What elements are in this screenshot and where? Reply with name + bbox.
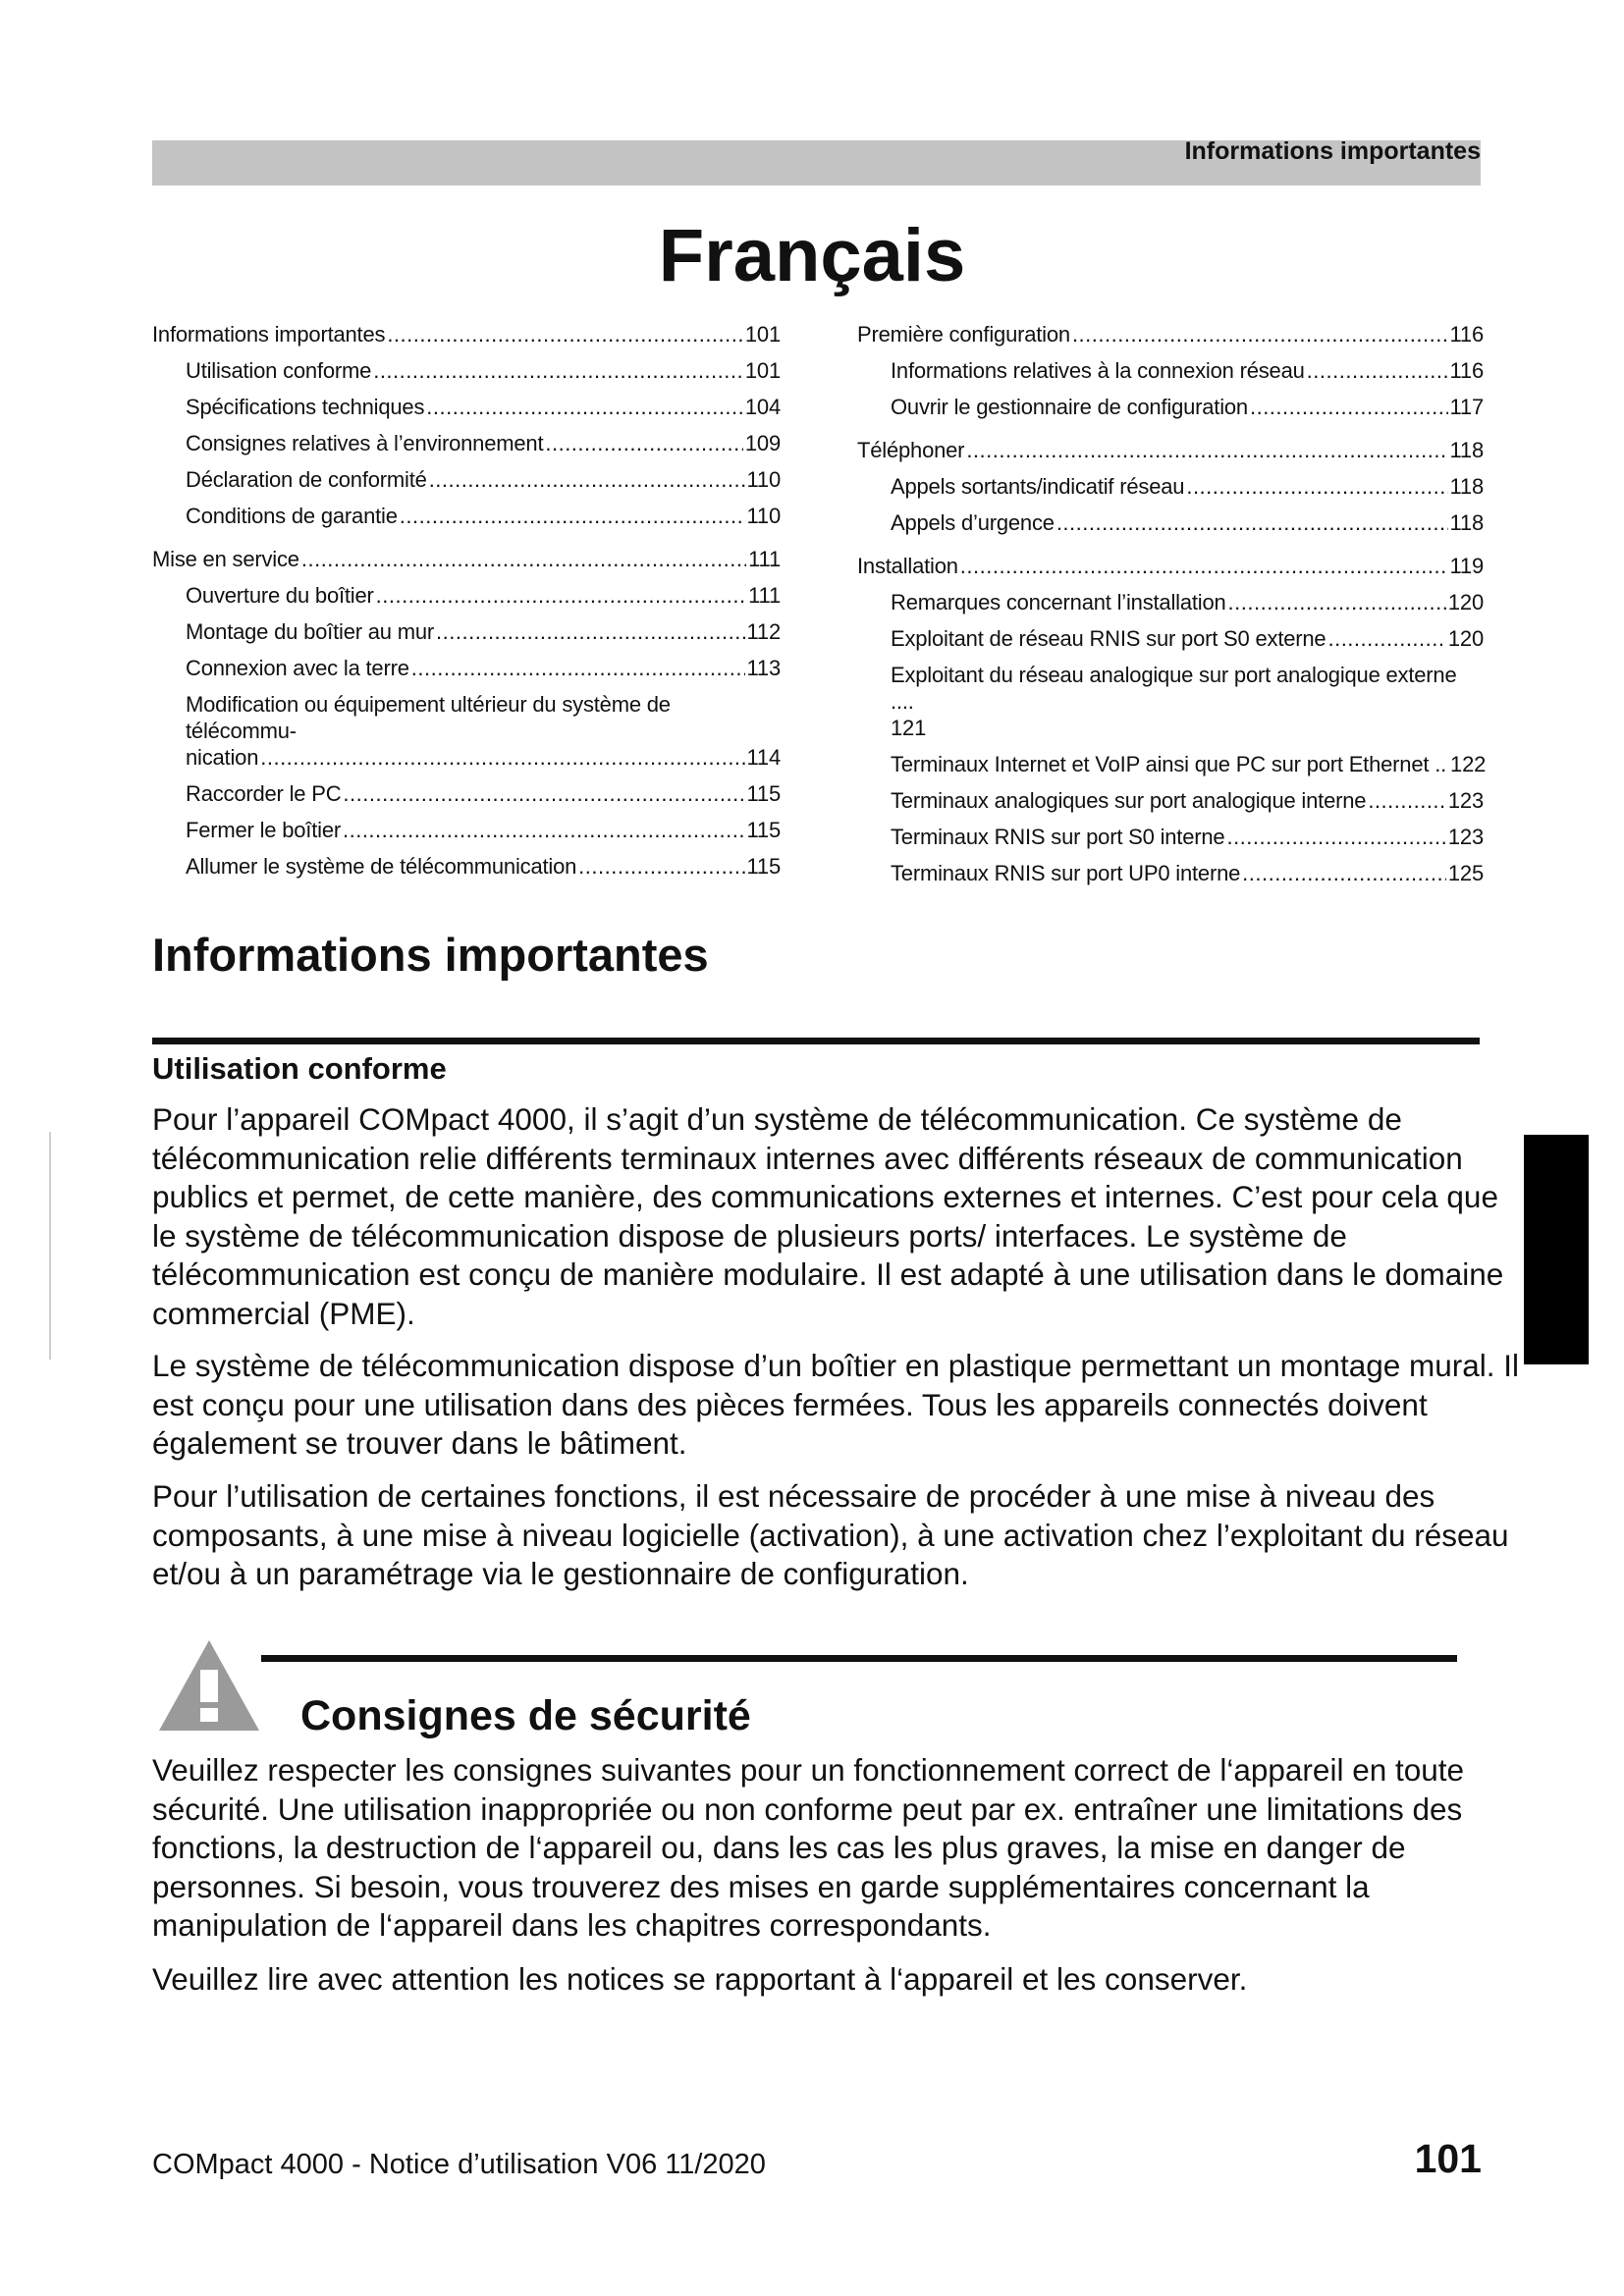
- toc-entry-title: Appels sortants/indicatif réseau: [891, 474, 1185, 499]
- toc-leader-dots: [578, 848, 744, 884]
- toc-entry-page: 109: [744, 431, 781, 455]
- toc-entry-wrapped: [152, 686, 781, 775]
- toc-subentry: [857, 746, 1487, 782]
- toc-leader-dots: [1072, 316, 1448, 352]
- toc-entry-page: 112: [746, 619, 781, 644]
- toc-entry-title: Terminaux Internet et VoIP ainsi que PC sur port Ethernet ..: [891, 752, 1447, 776]
- toc-entry-page: 117: [1449, 395, 1484, 419]
- toc-subentry: [152, 650, 781, 686]
- toc-entry-title: Terminaux RNIS sur port UP0 interne: [891, 861, 1241, 885]
- toc-subentry: [152, 775, 781, 812]
- paragraph-usage-2: Le système de télécommunication dispose d’un boîtier en plastique permettant un montage mural. Il est conçu pour une utilisation dans des pièces fermées. Tous les appareils connectés doivent également se trouver dans le bâtiment.: [152, 1348, 1520, 1461]
- subsection-title: Utilisation conforme: [152, 1051, 447, 1086]
- toc-entry-page: 115: [746, 818, 781, 842]
- warning-icon: [155, 1636, 263, 1735]
- toc-entry-title: Utilisation conforme: [186, 358, 372, 383]
- toc-entry-page: 113: [746, 656, 781, 680]
- toc-leader-dots: [343, 775, 744, 812]
- language-title: Français: [658, 214, 966, 297]
- toc-leader-dots: [301, 541, 746, 577]
- toc-group: [857, 432, 1484, 541]
- toc-group: [857, 548, 1487, 891]
- toc-entry-page: 120: [1447, 590, 1484, 614]
- toc-leader-dots: [1186, 468, 1447, 505]
- toc-leader-dots: [373, 352, 743, 389]
- toc-subentry: [152, 577, 781, 614]
- toc-subentry: [857, 352, 1484, 389]
- toc-group: [152, 316, 781, 534]
- toc-entry-page: 101: [744, 322, 781, 347]
- toc-leader-dots: [343, 812, 745, 848]
- toc-subentry: [857, 468, 1484, 505]
- toc-entry-title: Terminaux RNIS sur port S0 interne: [891, 825, 1225, 849]
- safety-rule: [261, 1655, 1457, 1662]
- section-rule: [152, 1038, 1480, 1044]
- toc-subentry: [152, 848, 781, 884]
- toc-entry-page: 110: [746, 467, 781, 492]
- toc-subentry: [152, 425, 781, 461]
- paragraph-usage-3: Pour l’utilisation de certaines fonctions, il est nécessaire de procéder à une mise à niveau des composants, à une mise à niveau logicielle (activation), à une activation chez l’exploitant du réseau et/ou à un paramétrage via le gestionnaire de configuration.: [152, 1478, 1509, 1591]
- toc-entry-title: Ouvrir le gestionnaire de configuration: [891, 395, 1248, 419]
- toc-entry-wrapped: [857, 657, 1484, 746]
- toc-entry: [857, 316, 1484, 352]
- toc-entry-title-line1: Exploitant du réseau analogique sur port analogique externe ....: [891, 663, 1457, 714]
- toc-entry: [857, 432, 1484, 468]
- toc-subentry: [152, 389, 781, 425]
- toc-entry-page: 123: [1447, 825, 1484, 849]
- toc-entry-title: Connexion avec la terre: [186, 656, 409, 680]
- toc-leader-dots: [387, 316, 743, 352]
- toc-leader-dots: [436, 614, 744, 650]
- toc-entry-page: 116: [1449, 358, 1484, 383]
- toc-leader-dots: [1226, 819, 1445, 855]
- paragraph-safety-1: Veuillez respecter les consignes suivantes pour un fonctionnement correct de l‘appareil en toute sécurité. Une utilisation inappropriée ou non conforme peut par ex. entraîner une limitations des fonctions, la destruction de l‘appareil ou, dans les cas les plus graves, la mise en danger de personnes. Si besoin, vous trouverez des mises en garde supplémentaires concernant la manipulation de l‘appareil dans les chapitres correspondants.: [152, 1752, 1465, 1943]
- toc-entry-title-line1: Modification ou équipement ultérieur du système de télécommu-: [186, 692, 671, 743]
- toc-leader-dots: [1242, 855, 1446, 891]
- toc-entry-title: Mise en service: [152, 547, 299, 571]
- toc-subentry: [152, 812, 781, 848]
- toc-entry-page: 118: [1449, 510, 1484, 535]
- toc-entry-title: Conditions de garantie: [186, 504, 398, 528]
- toc-entry-page: 115: [746, 781, 781, 806]
- toc-right-column: [857, 316, 1487, 898]
- toc-entry-title: Téléphoner: [857, 438, 965, 462]
- toc-entry-title: Allumer le système de télécommunication: [186, 854, 577, 879]
- running-header-title: Informations importantes: [1184, 137, 1481, 165]
- toc-subentry: [152, 352, 781, 389]
- toc-subentry: [857, 782, 1484, 819]
- toc-entry-title: Terminaux analogiques sur port analogique interne: [891, 788, 1367, 813]
- toc-subentry: [857, 505, 1484, 541]
- toc-entry-title: Appels d’urgence: [891, 510, 1055, 535]
- footer-page-number: 101: [1414, 2136, 1482, 2181]
- toc-entry-page: 120: [1447, 626, 1484, 651]
- toc-entry-page: 118: [1449, 438, 1484, 462]
- toc-leader-dots: [376, 577, 746, 614]
- safety-title: Consignes de sécurité: [300, 1692, 751, 1739]
- toc-entry-page: 125: [1447, 861, 1484, 885]
- footer-document-title: COMpact 4000 - Notice d’utilisation V06 11/2020: [152, 2149, 766, 2180]
- toc-leader-dots: [960, 548, 1448, 584]
- toc-entry-page: 114: [746, 745, 781, 770]
- toc-entry: [857, 548, 1484, 584]
- toc-entry-page: 118: [1449, 474, 1484, 499]
- toc-entry-title: Déclaration de conformité: [186, 467, 427, 492]
- toc-subentry: [152, 461, 781, 498]
- toc-entry-title-line2-text: nication: [186, 745, 259, 770]
- toc-entry-page: 101: [744, 358, 781, 383]
- toc-group: [152, 541, 781, 884]
- toc-subentry: [857, 389, 1484, 425]
- toc-entry-page: 116: [1449, 322, 1484, 347]
- paragraph-safety-2: Veuillez lire avec attention les notices se rapportant à l‘appareil et les conserver.: [152, 1961, 1248, 1997]
- toc-entry-title-line2: [186, 744, 781, 771]
- toc-leader-dots: [1327, 620, 1445, 657]
- running-header-bar: [152, 137, 1481, 186]
- toc-subentry: [857, 855, 1484, 891]
- toc-entry-page: 115: [746, 854, 781, 879]
- toc-leader-dots: [1368, 782, 1446, 819]
- toc-entry-title: Remarques concernant l’installation: [891, 590, 1226, 614]
- toc-entry-title: Fermer le boîtier: [186, 818, 341, 842]
- toc-leader-dots: [426, 389, 743, 425]
- toc-entry-page: 104: [744, 395, 781, 419]
- toc-entry-page: 111: [748, 583, 781, 608]
- toc-entry-page: 111: [748, 547, 781, 571]
- toc-subentry: [857, 584, 1484, 620]
- toc-leader-dots: [545, 425, 743, 461]
- toc-entry-page: 122: [1450, 752, 1487, 776]
- toc-leader-dots: [1250, 389, 1448, 425]
- toc-entry-title: Montage du boîtier au mur: [186, 619, 435, 644]
- toc-subentry: [152, 614, 781, 650]
- toc-entry-title: Installation: [857, 554, 958, 578]
- toc-leader-dots: [1307, 352, 1448, 389]
- toc-group: [857, 316, 1484, 425]
- toc-entry-title: Informations importantes: [152, 322, 386, 347]
- toc-leader-dots: [966, 432, 1447, 468]
- toc-subentry: [857, 819, 1484, 855]
- toc-entry-page: 119: [1449, 554, 1484, 578]
- toc-entry: [152, 541, 781, 577]
- toc-leader-dots: [1228, 584, 1446, 620]
- toc-entry-title: Informations relatives à la connexion réseau: [891, 358, 1305, 383]
- toc-entry-title: Première configuration: [857, 322, 1070, 347]
- toc-entry-title: Spécifications techniques: [186, 395, 425, 419]
- toc-leader-dots: [400, 498, 745, 534]
- toc-entry-title-line2: [891, 715, 1484, 741]
- toc-subentry: [152, 498, 781, 534]
- toc-entry-title: Raccorder le PC: [186, 781, 342, 806]
- toc-entry-page: 123: [1447, 788, 1484, 813]
- chapter-tab: [1524, 1135, 1589, 1364]
- toc-entry-title: Consignes relatives à l’environnement: [186, 431, 544, 455]
- toc-entry-page: 110: [746, 504, 781, 528]
- toc-leader-dots: [1056, 505, 1448, 541]
- toc-leader-dots: [429, 461, 745, 498]
- paragraph-usage-1: Pour l’appareil COMpact 4000, il s’agit d’un système de télécommunication. Ce système de télécommunication relie différents terminaux internes avec différents réseaux de communication publics et permet, de cette manière, des communications externes et internes. C’est pour cela que le système de télécommunication dispose de plusieurs ports/ interfaces. Le système de télécommunication est conçu de manière modulaire. Il est adapté à une utilisation dans le domaine commercial (PME).: [152, 1101, 1504, 1331]
- toc-entry-title-line2-text: 121: [891, 716, 927, 740]
- section-title: Informations importantes: [152, 929, 709, 981]
- toc-subentry: [857, 620, 1484, 657]
- toc-leader-dots: [260, 744, 744, 771]
- toc-entry: [152, 316, 781, 352]
- margin-line: [49, 1132, 51, 1360]
- toc-leader-dots: [411, 650, 745, 686]
- toc-entry-title: Ouverture du boîtier: [186, 583, 374, 608]
- toc-entry-title: Exploitant de réseau RNIS sur port S0 externe: [891, 626, 1326, 651]
- toc-left-column: [152, 316, 781, 891]
